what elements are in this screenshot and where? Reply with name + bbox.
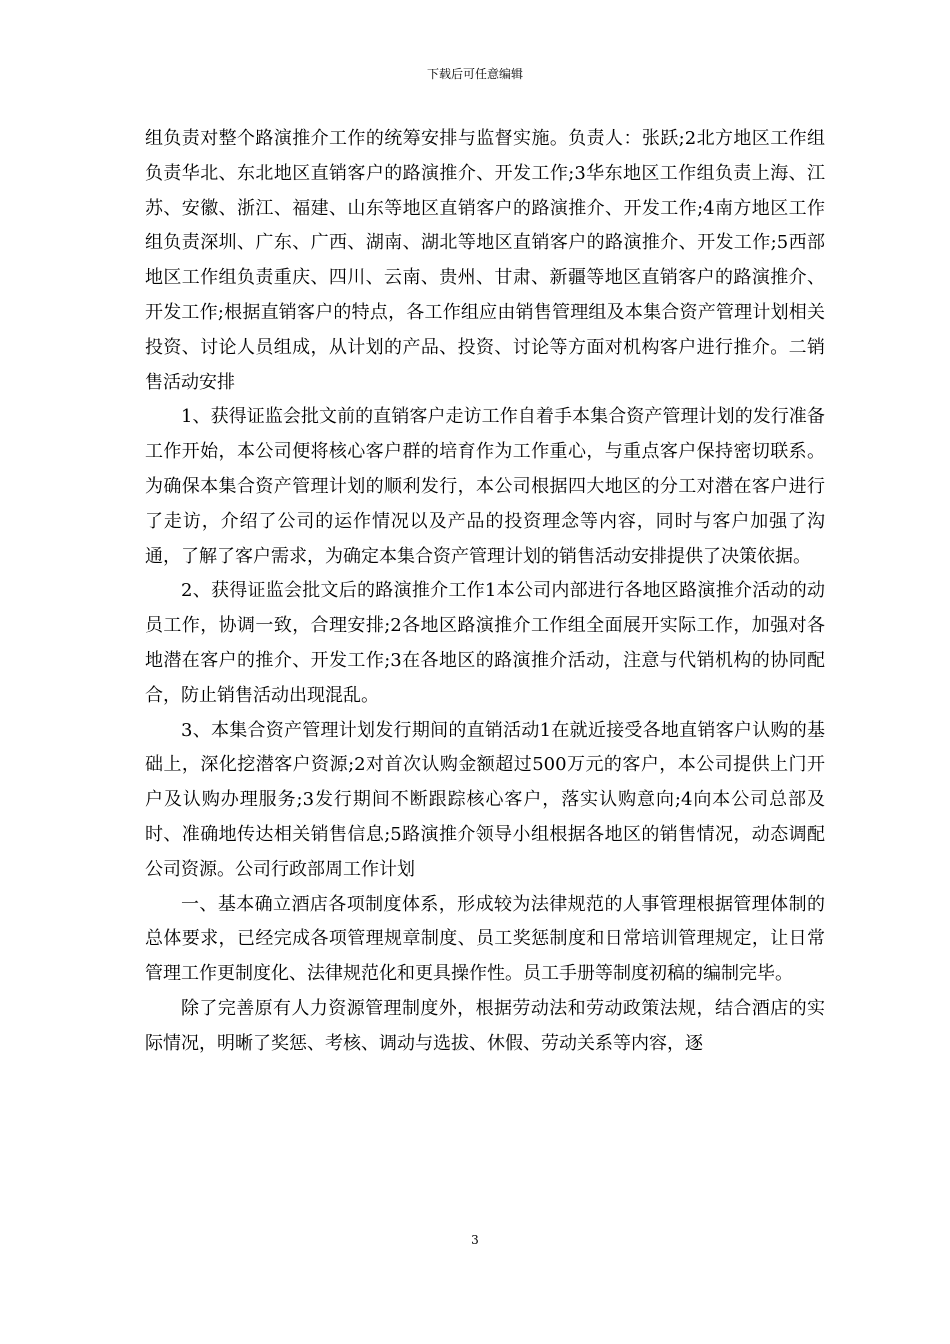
paragraph: 一、基本确立酒店各项制度体系，形成较为法律规范的人事管理根据管理体制的总体要求，已经完成各项管理规章制度、员工奖惩制度和日常培训管理规定，让日常管理工作更制度化、法律规范化和更具操作性。员工手册等制度初稿的编制完毕。: [145, 893, 825, 985]
page-number: 3: [471, 1233, 479, 1247]
paragraph: 2、获得证监会批文后的路演推介工作1本公司内部进行各地区路演推介活动的动员工作，协调一致，合理安排;2各地区路演推介工作组全面展开实际工作，加强对各地潜在客户的推介、开发工作;3在各地区的路演推介活动，注意与代销机构的协同配合，防止销售活动出现混乱。: [145, 580, 825, 706]
paragraph: 1、获得证监会批文前的直销客户走访工作自着手本集合资产管理计划的发行准备工作开始，本公司便将核心客户群的培育作为工作重心，与重点客户保持密切联系。为确保本集合资产管理计划的顺利发行，本公司根据四大地区的分工对潜在客户进行了走访，介绍了公司的运作情况以及产品的投资理念等内容，同时与客户加强了沟通，了解了客户需求，为确定本集合资产管理计划的销售活动安排提供了决策依据。: [145, 406, 825, 567]
paragraph: 3、本集合资产管理计划发行期间的直销活动1在就近接受各地直销客户认购的基础上，深化挖潜客户资源;2对首次认购金额超过500万元的客户，本公司提供上门开户及认购办理服务;3发行期间不断跟踪核心客户，落实认购意向;4向本公司总部及时、准确地传达相关销售信息;5路演推介领导小组根据各地区的销售情况，动态调配公司资源。公司行政部周工作计划: [145, 719, 825, 880]
paragraph: 组负责对整个路演推介工作的统筹安排与监督实施。负责人：张跃;2北方地区工作组负责华北、东北地区直销客户的路演推介、开发工作;3华东地区工作组负责上海、江苏、安徽、浙江、福建、山东等地区直销客户的路演推介、开发工作;4南方地区工作组负责深圳、广东、广西、湖南、湖北等地区直销客户的路演推介、开发工作;5西部地区工作组负责重庆、四川、云南、贵州、甘肃、新疆等地区直销客户的路演推介、开发工作;根据直销客户的特点，各工作组应由销售管理组及本集合资产管理计划相关投资、讨论人员组成，从计划的产品、投资、讨论等方面对机构客户进行推介。二销售活动安排: [145, 128, 825, 393]
document-body: [145, 122, 825, 1062]
page-header: 下载后可任意编辑: [426, 67, 523, 81]
paragraph: 除了完善原有人力资源管理制度外，根据劳动法和劳动政策法规，结合酒店的实际情况，明晰了奖惩、考核、调动与选拔、休假、劳动关系等内容，逐: [145, 997, 825, 1054]
